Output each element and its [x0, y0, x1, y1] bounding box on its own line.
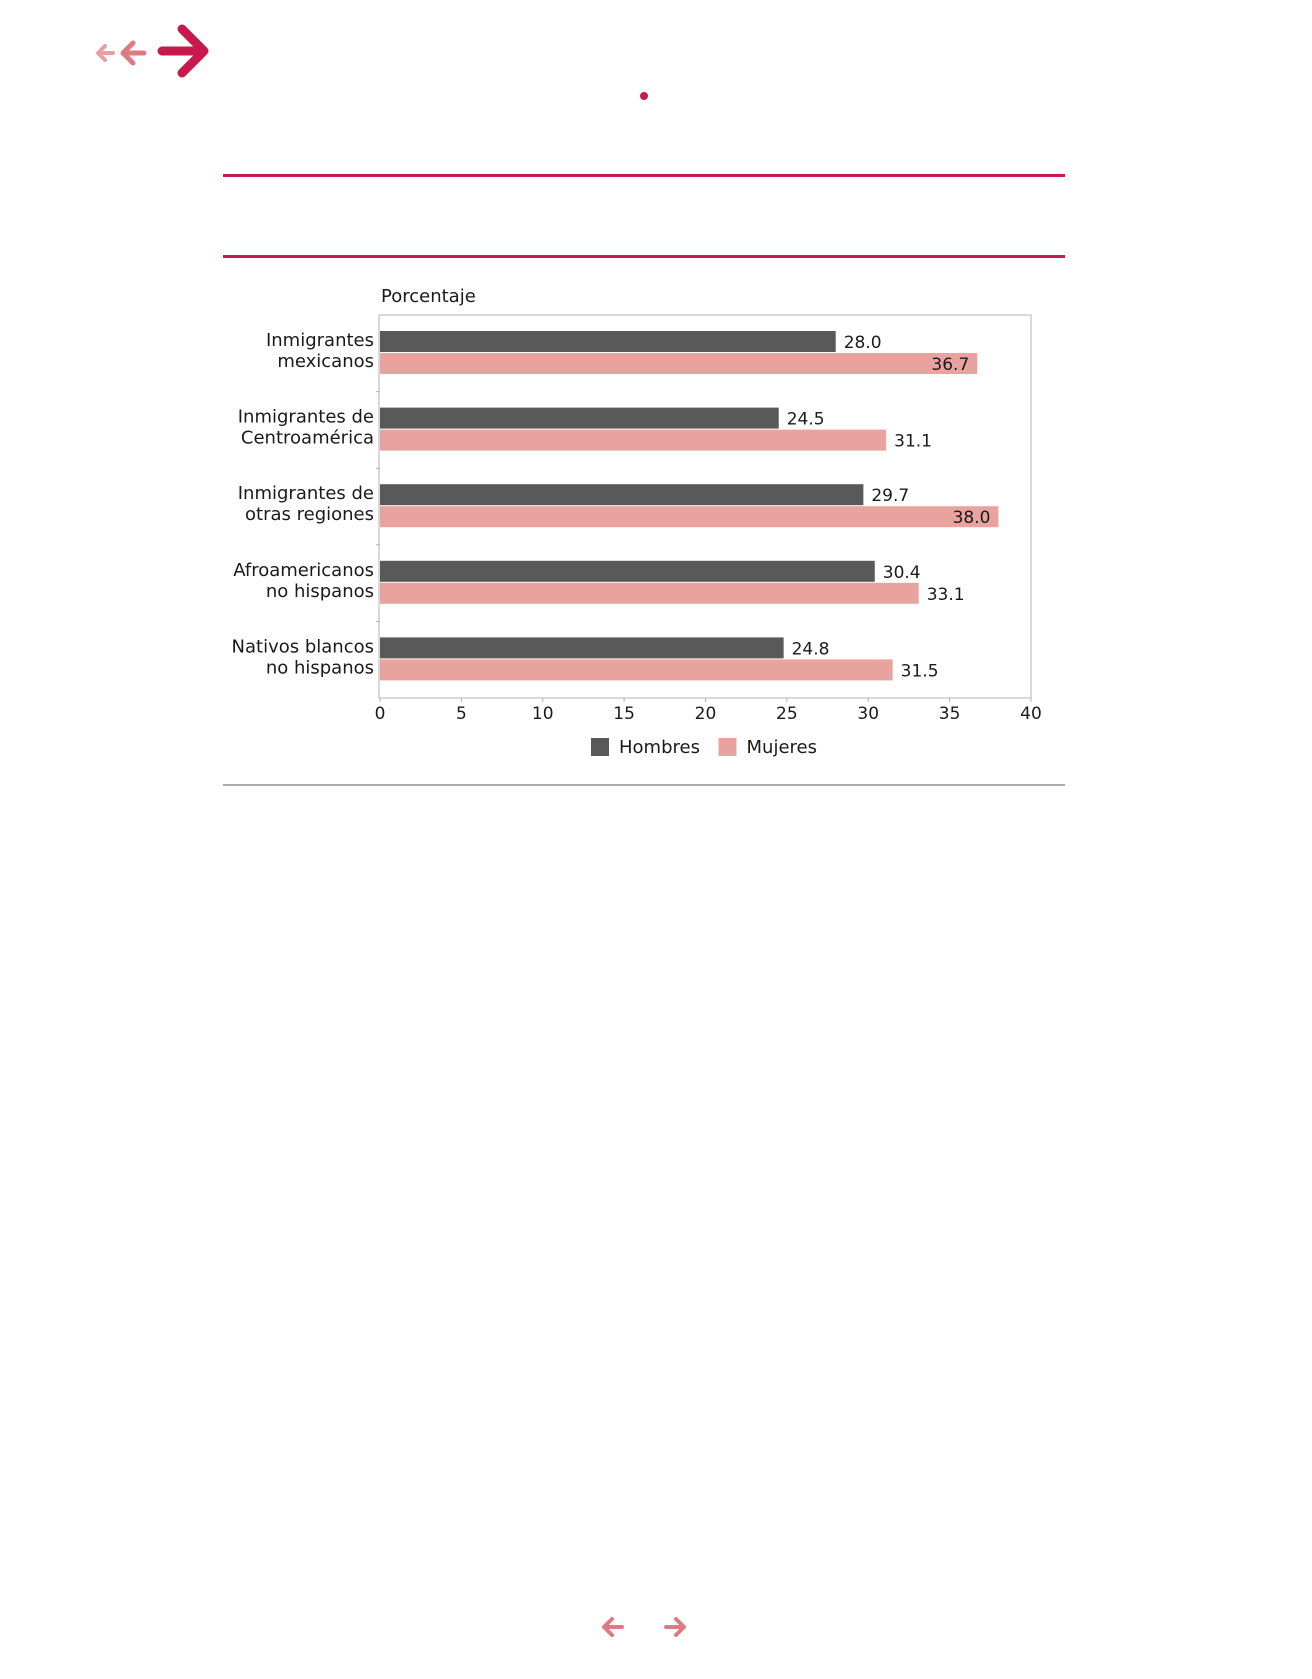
x-tick-label: 20	[694, 704, 717, 724]
category-label: Inmigrantes	[265, 330, 374, 351]
arrow-right-icon[interactable]	[662, 1614, 688, 1640]
arrow-left-icon[interactable]	[600, 1614, 626, 1640]
arrow-left-icon[interactable]	[118, 36, 148, 70]
bar-hombres	[380, 561, 875, 582]
data-label-hombres: 29.7	[871, 486, 910, 507]
chart-canvas	[223, 272, 1065, 772]
category-label: Inmigrantes de	[237, 483, 374, 505]
legend-label-hombres: Hombres	[619, 737, 700, 758]
top-rule	[223, 174, 1065, 177]
arrow-right-large-icon[interactable]	[156, 22, 212, 80]
y-axis-title: Porcentaje	[381, 286, 476, 307]
category-label: Afroamericanos	[233, 559, 374, 581]
arrow-left-small-icon[interactable]	[94, 40, 116, 66]
data-label-hombres: 28.0	[843, 333, 882, 353]
x-tick-label: 40	[1020, 704, 1042, 724]
category-label: Inmigrantes de	[237, 406, 374, 428]
data-label-mujeres: 31.5	[900, 661, 939, 682]
category-labels	[232, 330, 380, 678]
bar-mujeres	[380, 353, 977, 374]
legend-swatch-mujeres	[719, 738, 737, 756]
data-label-mujeres: 31.1	[894, 431, 933, 452]
bar-hombres	[380, 408, 779, 429]
bar-hombres	[380, 637, 784, 658]
data-label-mujeres: 38.0	[952, 508, 991, 529]
x-tick-label: 10	[531, 704, 554, 724]
bar-mujeres	[380, 506, 998, 527]
bar-chart	[223, 272, 1065, 772]
bar-mujeres	[380, 430, 886, 451]
data-label-hombres: 24.8	[791, 639, 830, 660]
legend	[591, 737, 817, 758]
top-navigation	[90, 22, 215, 82]
x-tick-label: 30	[857, 704, 880, 724]
x-axis-ticks	[375, 698, 1042, 724]
bar-hombres	[380, 331, 836, 352]
data-label-hombres: 30.4	[882, 562, 921, 583]
legend-swatch-hombres	[591, 738, 609, 756]
category-label: mexicanos	[277, 351, 374, 372]
chart-header-rule	[223, 255, 1065, 258]
bar-hombres	[380, 484, 863, 505]
category-label: Nativos blancos	[231, 636, 374, 658]
x-tick-label: 35	[938, 704, 961, 724]
page-marker-dot	[640, 92, 648, 100]
x-tick-label: 5	[455, 704, 467, 724]
bar-mujeres	[380, 659, 893, 680]
data-label-mujeres: 33.1	[926, 584, 965, 605]
legend-label-mujeres: Mujeres	[746, 737, 817, 758]
category-label: no hispanos	[265, 580, 374, 602]
bars-layer	[380, 331, 998, 681]
x-tick-label: 25	[776, 704, 798, 724]
category-label: no hispanos	[265, 657, 374, 679]
bar-mujeres	[380, 583, 919, 604]
chart-footer-rule	[223, 784, 1065, 786]
x-tick-label: 0	[374, 704, 386, 724]
data-label-mujeres: 36.7	[931, 355, 970, 375]
x-tick-label: 15	[613, 704, 635, 724]
category-label: otras regiones	[245, 504, 374, 526]
category-label: Centroamérica	[240, 427, 374, 449]
bottom-navigation	[600, 1610, 690, 1642]
data-label-hombres: 24.5	[786, 409, 825, 430]
